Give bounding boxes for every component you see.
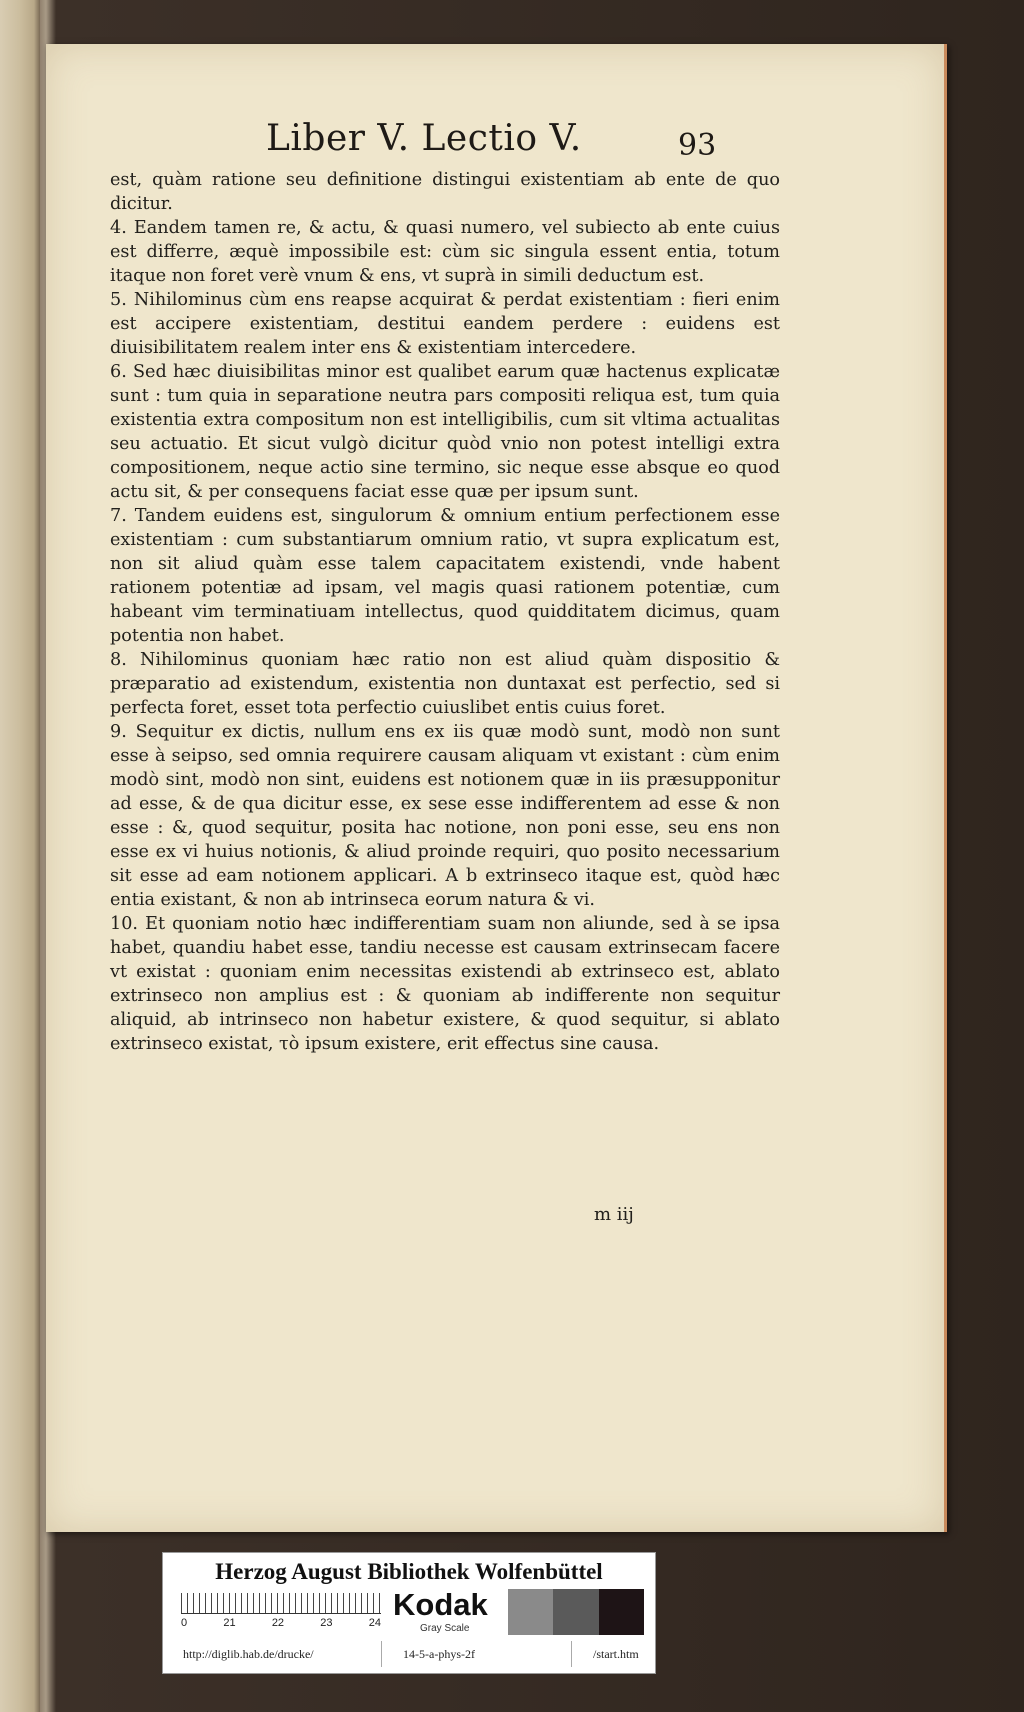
gray-scale-swatches (508, 1589, 644, 1635)
ruler-label: 21 (223, 1617, 236, 1629)
gray-swatch (553, 1589, 598, 1635)
paragraph-9: 9. Sequitur ex dictis, nullum ens ex iis quæ modò sunt, modò non sunt esse à seipso, sed omnia requirere causam aliquam vt existant : cùm enim modò sint, modò non sint, euidens est notionem quæ in iis præsupponitur ad esse, & de qua dicitur esse, ex sese esse indifferentem ad esse & non esse : &, quod sequitur, posita hac notione, non poni esse, seu ens non esse ex vi huius notionis, & aliud proinde requiri, quo posito necessarium sit esse ad eam notionem applicari. A b extrinseco itaque est, quòd hæc entia existant, & non ab intrinseca eorum natura & vi. (110, 722, 780, 910)
ruler-label: 24 (368, 1617, 381, 1629)
paragraph-continuation: est, quàm ratione seu definitione distingui existentiam ab ente de quo dicitur. (110, 170, 780, 214)
gray-scale-label: Gray Scale (420, 1623, 470, 1634)
library-card (162, 1552, 656, 1674)
running-head: Liber V. Lectio V. (266, 118, 582, 159)
divider (571, 1641, 572, 1667)
gray-swatch (508, 1589, 553, 1635)
ruler-label: 23 (320, 1617, 333, 1629)
paragraph-6: 6. Sed hæc diuisibilitas minor est qualibet earum quæ hactenus explicatæ sunt : tum quia in separatione neutra pars compositi reliqua est, tum quia existentia extra compositum non est intelligibilis, cum sit vltima actualitas seu actuatio. Et sicut vulgò dicitur quòd vnio non potest intelligi extra compositionem, neque actio sine termino, sic neque esse absque eo quod actu sit, & per consequens faciat esse quæ per ipsum sunt. (110, 362, 780, 502)
paragraph-8: 8. Nihilominus quoniam hæc ratio non est aliud quàm dispositio & præparatio ad existendum, existentia non duntaxat est perfectio, sed si perfecta foret, esset tota perfectio cuiuslibet entis cuius foret. (110, 650, 780, 718)
library-title: Herzog August Bibliothek Wolfenbüttel (215, 1559, 603, 1584)
url-path: 14-5-a-phys-2f (403, 1647, 475, 1661)
url-base-link[interactable]: http://diglib.hab.de/drucke/ (183, 1647, 314, 1661)
signature-mark: m iij (594, 1204, 634, 1225)
text-block (110, 168, 780, 1056)
page-number: 93 (678, 128, 717, 163)
ruler-label: 22 (271, 1617, 285, 1629)
scale-ruler (181, 1593, 381, 1614)
paragraph-7: 7. Tandem euidens est, singulorum & omnium entium perfectionem esse existentiam : cum substantiarum omnium ratio, vt supra explicatum est, non sit aliud quàm esse talem capacitatem existendi, vnde habent rationem potentiæ ad ipsam, vel magis quasi rationem potentiæ, cum habeant vim terminatiuam intellectus, quod quidditatem dicimus, quam potentia non habet. (110, 506, 780, 646)
gray-swatch (599, 1589, 644, 1635)
paragraph-5: 5. Nihilominus cùm ens reapse acquirat & perdat existentiam : fieri enim est accipere existentiam, destitui eandem perdere : euidens est diuisibilitatem realem inter ens & existentiam intercedere. (110, 290, 780, 358)
book-page (46, 44, 947, 1532)
left-page-edge (0, 0, 40, 1712)
url-end: /start.htm (593, 1647, 639, 1661)
ruler-label: 0 (181, 1617, 188, 1629)
divider (381, 1641, 382, 1667)
ruler-labels (181, 1617, 381, 1629)
paragraph-4: 4. Eandem tamen re, & actu, & quasi numero, vel subiecto ab ente cuius est differre, æquè impossibile est: cùm sic singula essent entia, totum itaque non foret verè vnum & ens, vt suprà in simili deductum est. (110, 218, 780, 286)
paragraph-10: 10. Et quoniam notio hæc indifferentiam suam non aliunde, sed à se ipsa habet, quandiu habet esse, tandiu necesse est causam extrinsecam facere vt existat : quoniam enim necessitas existendi ab extrinseco est, ablato extrinseco non amplius est : & quoniam ab indifferente non sequitur aliquid, ab intrinseco non habetur existere, & quod sequitur, si ablato extrinseco existat, τὸ ipsum existere, erit effectus sine causa. (110, 914, 780, 1054)
kodak-logo: Kodak (393, 1587, 488, 1622)
